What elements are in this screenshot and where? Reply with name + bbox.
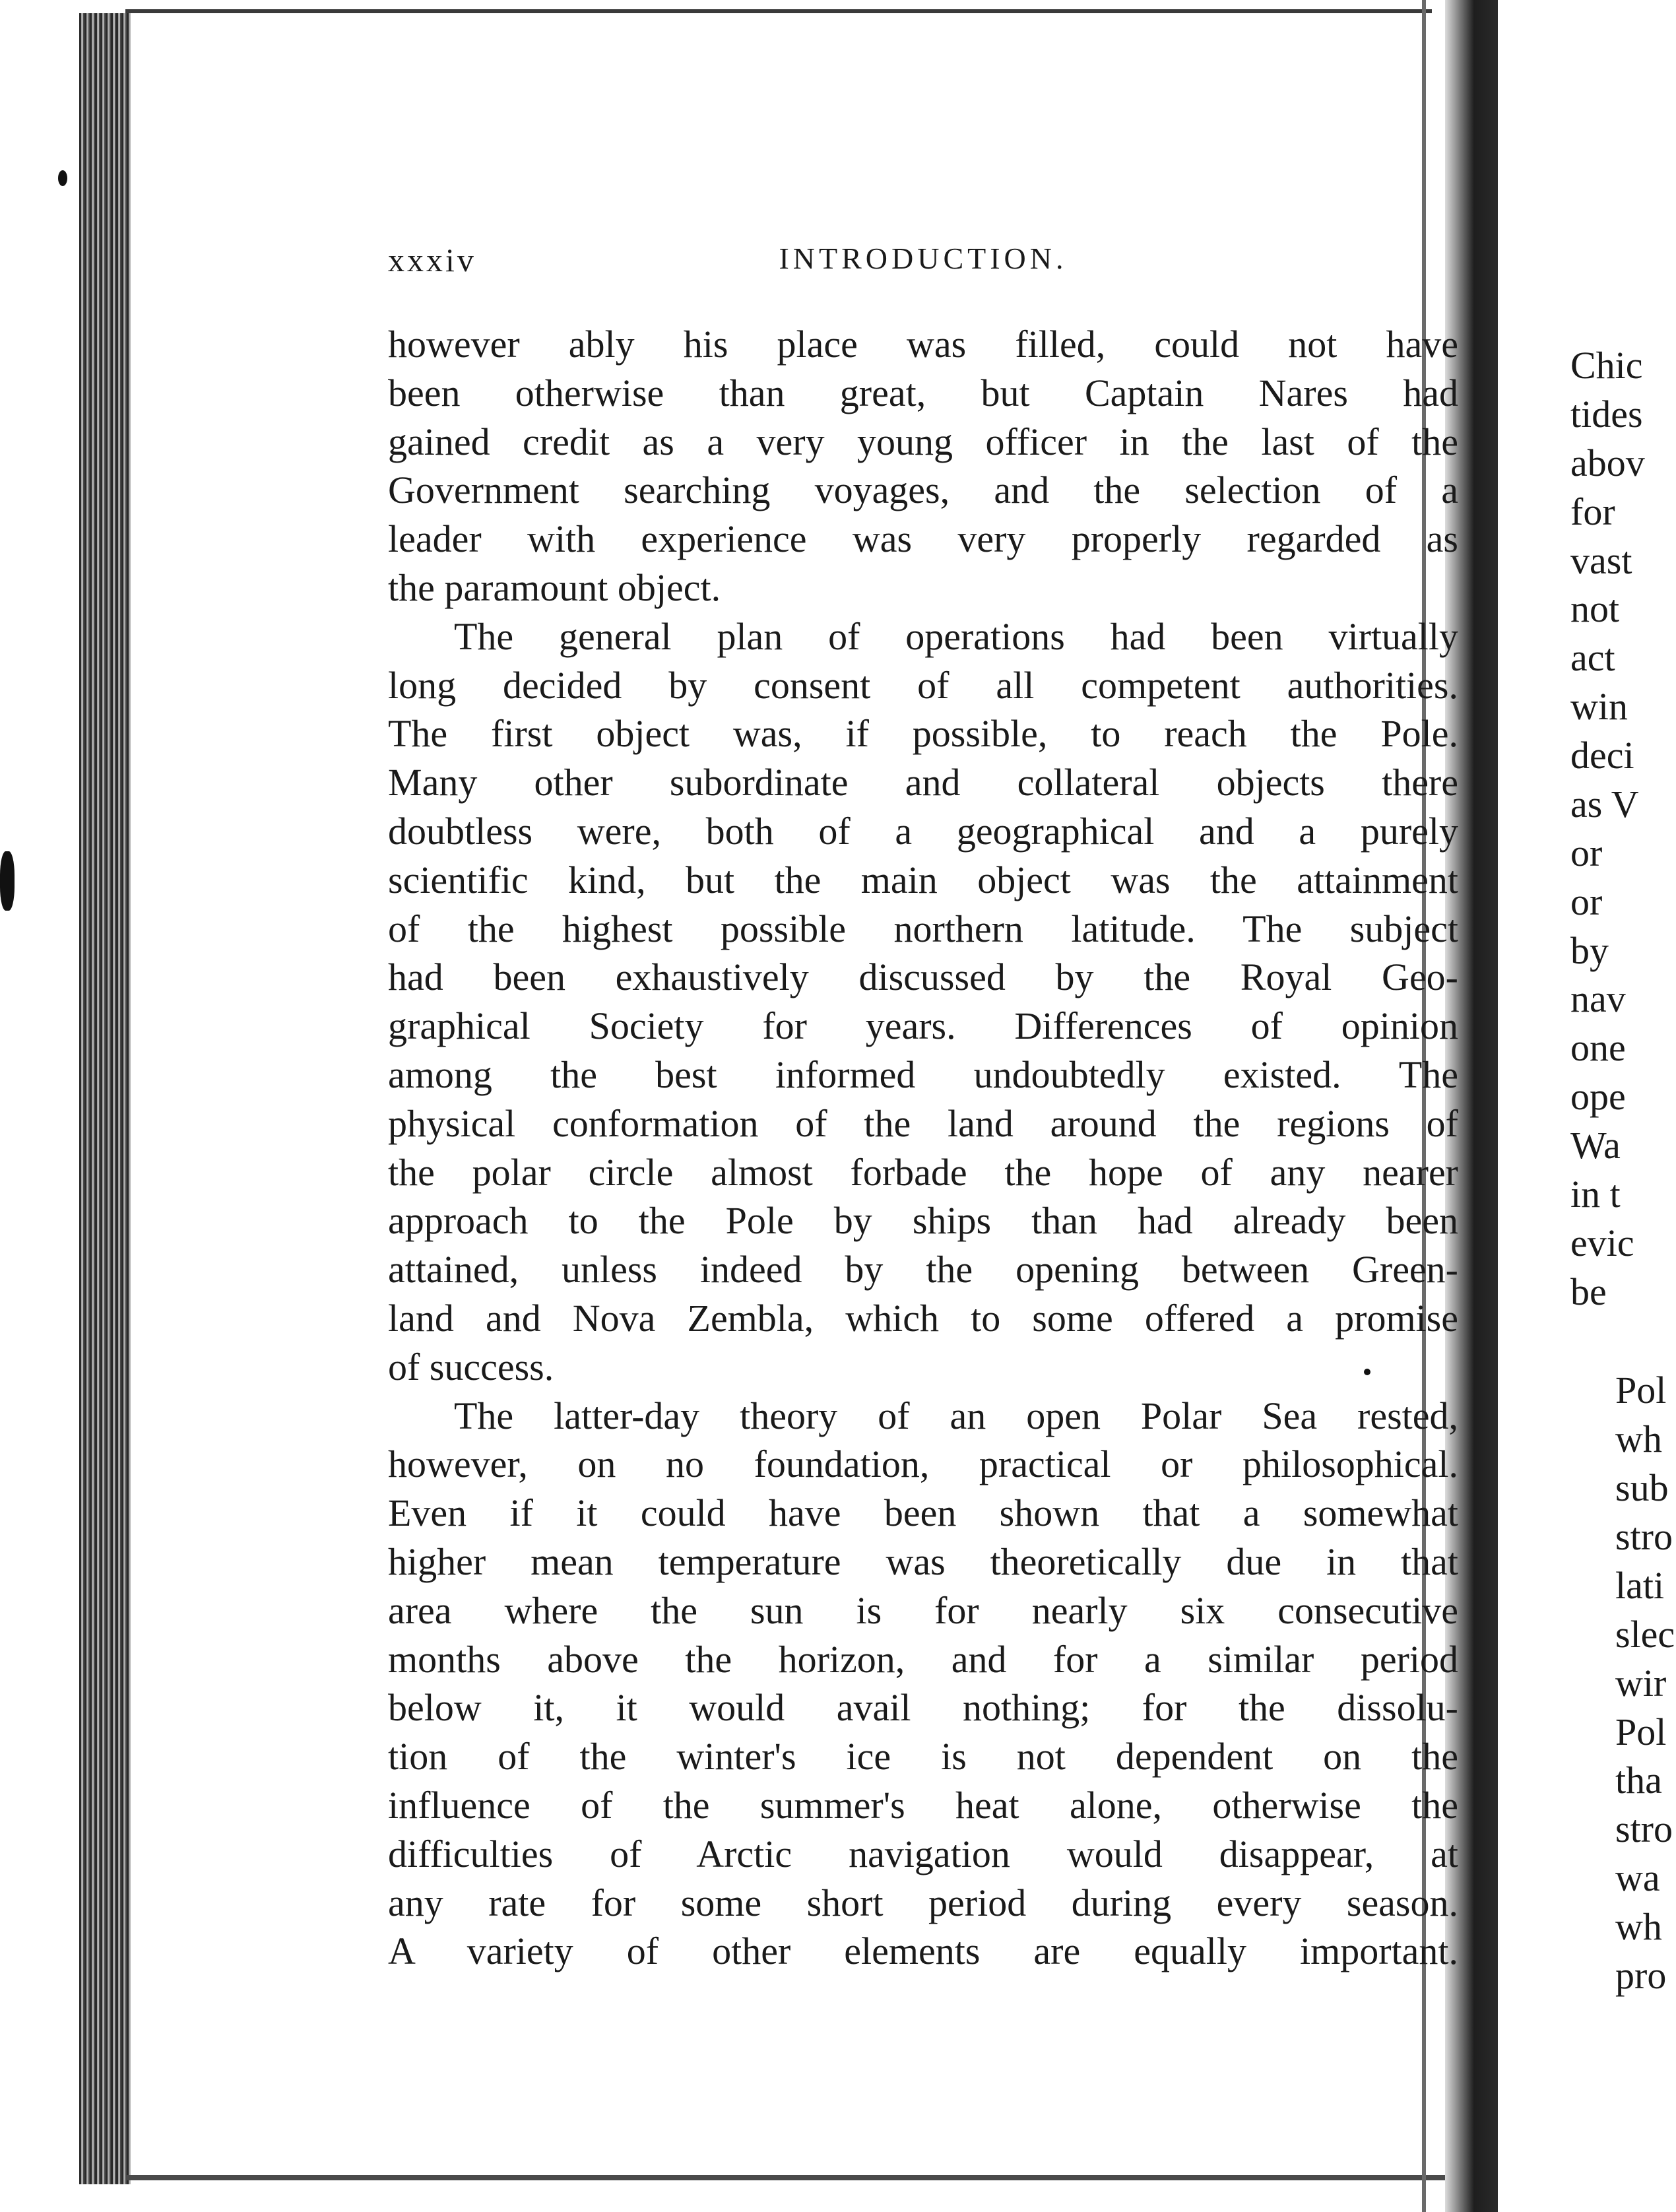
text-line: gained credit as a very young officer in the last of the [388,420,1458,463]
text-line: A variety of other elements are equally important. [388,1930,1458,1973]
text-line: higher mean temperature was theoretically due in that [388,1540,1458,1583]
facing-page-text-fragment: deci [1570,734,1634,777]
text-line: physical conformation of the land around the regions of [388,1101,1458,1145]
book-page-edges [79,13,131,2184]
facing-page-text-fragment: lati [1615,1564,1665,1607]
facing-page-text-fragment: wh [1615,1905,1662,1948]
text-line: the paramount object. [388,566,721,609]
scan-speck [58,170,67,186]
text-line: among the best informed undoubtedly existed. The [388,1053,1458,1096]
text-line: scientific kind, but the main object was the attainment [388,858,1458,901]
text-line: months above the horizon, and for a similar period [388,1637,1458,1681]
page-bottom-edge [125,2175,1445,2180]
text-line: leader with experience was very properly regarded as [388,517,1458,561]
text-line: graphical Society for years. Differences of opinion [388,1004,1458,1048]
facing-page-text-fragment: in t [1570,1173,1621,1216]
facing-page-text-fragment: or [1570,831,1603,874]
left-page [132,13,1458,2175]
running-head [388,241,1458,287]
text-line: approach to the Pole by ships than had already been [388,1199,1458,1243]
facing-page-text-fragment: Chic [1570,344,1643,387]
text-line: of success. [388,1345,554,1388]
facing-page-text-fragment: stro [1615,1515,1673,1558]
text-line: had been exhaustively discussed by the Royal Geo- [388,956,1458,999]
text-line: however, on no foundation, practical or philosophical. [388,1443,1458,1486]
facing-page-text-fragment: wir [1615,1662,1667,1705]
facing-page-text-fragment: wh [1615,1417,1662,1460]
page-number: xxxiv [388,242,476,278]
text-line: Even if it could have been shown that a somewhat [388,1491,1458,1535]
facing-page-text-fragment: Pol [1615,1710,1667,1753]
facing-page-text-fragment: by [1570,929,1609,972]
text-line: been otherwise than great, but Captain Nares had [388,371,1458,414]
text-line: The latter-day theory of an open Polar Sea rested, [454,1394,1458,1437]
body-text [388,320,1458,1976]
facing-page-text-fragment: be [1570,1270,1607,1313]
text-line: any rate for some short period during every season. [388,1881,1458,1924]
text-line: attained, unless indeed by the opening between Green- [388,1248,1458,1291]
text-line: of the highest possible northern latitude. The subject [388,907,1458,950]
facing-page-text-fragment: for [1570,490,1615,533]
text-line: difficulties of Arctic navigation would disappear, at [388,1832,1458,1875]
facing-page-text-fragment: Pol [1615,1369,1667,1412]
facing-page-text-fragment: abov [1570,441,1645,484]
facing-page-text-fragment: act [1570,636,1615,679]
facing-page-text-fragment: ope [1570,1075,1626,1118]
facing-page-text-fragment: evic [1570,1221,1634,1264]
facing-page-text-fragment: slec [1615,1613,1675,1656]
text-line: area where the sun is for nearly six consecutive [388,1588,1458,1632]
facing-page-text-fragment: nav [1570,977,1626,1020]
facing-page-text-fragment: vast [1570,539,1632,582]
running-title: INTRODUCTION. [779,242,1068,275]
right-page-fragment [1498,0,1676,2212]
text-line: The general plan of operations had been virtually [454,614,1458,658]
facing-page-text-fragment: win [1570,685,1628,728]
facing-page-text-fragment: as V [1570,783,1639,826]
facing-page-text-fragment: not [1570,587,1620,630]
facing-page-text-fragment: tides [1570,393,1643,436]
text-line: however ably his place was filled, could not have [388,323,1458,366]
facing-page-text-fragment: wa [1615,1856,1660,1899]
facing-page-text-fragment: one [1570,1026,1626,1069]
text-line: doubtless were, both of a geographical and a purely [388,809,1458,853]
text-line: Many other subordinate and collateral objects there [388,761,1458,804]
facing-page-text-fragment: pro [1615,1954,1667,1997]
text-line: below it, it would avail nothing; for the dissolu- [388,1686,1458,1730]
text-line: tion of the winter's ice is not dependent on the [388,1735,1458,1778]
facing-page-text-fragment: tha [1615,1759,1662,1802]
text-line: Government searching voyages, and the selection of a [388,469,1458,512]
scan-speck [0,851,15,911]
text-line: The first object was, if possible, to reach the Pole. [388,712,1458,756]
facing-page-text-fragment: or [1570,880,1603,923]
text-line: long decided by consent of all competent authorities. [388,663,1458,707]
facing-page-text-fragment: stro [1615,1807,1673,1850]
facing-page-text-fragment: sub [1615,1466,1669,1509]
text-line: the polar circle almost forbade the hope of any nearer [388,1150,1458,1194]
text-line: influence of the summer's heat alone, otherwise the [388,1783,1458,1827]
text-line: land and Nova Zembla, which to some offered a promise [388,1296,1458,1340]
facing-page-text-fragment: Wa [1570,1124,1621,1167]
